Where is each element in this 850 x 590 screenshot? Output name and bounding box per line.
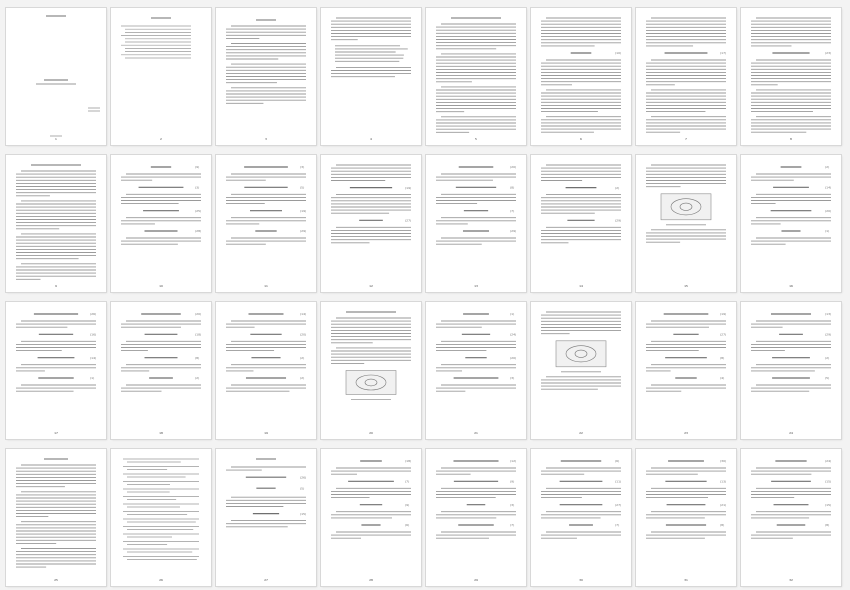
equation-number: (2) — [825, 165, 830, 170]
equation-number: (5) — [300, 486, 305, 491]
page-number: 10 — [159, 284, 163, 288]
page-thumbnail[interactable] — [321, 449, 421, 586]
page-number: 7 — [685, 137, 687, 141]
page-content — [531, 155, 631, 292]
page-number: 1 — [55, 137, 57, 141]
page-thumbnail[interactable] — [636, 449, 736, 586]
equation-number: (1) — [510, 312, 515, 317]
equation-number: (2) — [825, 355, 830, 360]
equation-number: (1) — [825, 229, 830, 234]
page-thumbnail[interactable] — [321, 8, 421, 145]
equation-number: (2) — [195, 376, 200, 381]
equation-number: (20) — [825, 208, 832, 213]
equation-number: (23) — [825, 51, 832, 56]
page-number: 27 — [264, 578, 268, 582]
page-content — [321, 449, 421, 586]
page-thumbnail[interactable] — [531, 155, 631, 292]
equation-number: (9) — [195, 165, 200, 170]
page-thumbnail[interactable] — [741, 302, 841, 439]
equation-number: (26) — [90, 312, 97, 317]
page-content — [426, 155, 526, 292]
figure — [556, 341, 606, 367]
equation-number: (13) — [825, 312, 832, 317]
page-thumbnail[interactable] — [741, 155, 841, 292]
page-content — [111, 155, 211, 292]
page-content — [426, 302, 526, 439]
page-number: 30 — [579, 578, 583, 582]
equation-number: (7) — [510, 523, 515, 528]
page-number: 20 — [369, 431, 373, 435]
equation-number: (18) — [195, 332, 202, 337]
equation-number: (20) — [195, 312, 202, 317]
page-number: 32 — [789, 578, 793, 582]
equation-number: (3) — [195, 185, 200, 190]
page-number: 16 — [789, 284, 793, 288]
page-content — [6, 8, 106, 145]
equation-number: (5) — [300, 185, 305, 190]
page-content — [741, 449, 841, 586]
page-content — [111, 8, 211, 145]
equation-number: (1) — [90, 376, 95, 381]
page-thumbnail[interactable] — [636, 302, 736, 439]
page-content — [636, 449, 736, 586]
page-content — [216, 155, 316, 292]
equation-number: (3) — [510, 502, 515, 507]
equation-number: (14) — [300, 312, 307, 317]
figure — [661, 194, 711, 220]
page-content — [6, 302, 106, 439]
page-number: 15 — [684, 284, 688, 288]
page-number: 31 — [684, 578, 688, 582]
page-number: 19 — [264, 431, 268, 435]
equation-number: (29) — [615, 218, 622, 223]
page-number: 5 — [475, 137, 477, 141]
page-number: 4 — [370, 137, 372, 141]
page-thumbnail[interactable] — [426, 302, 526, 439]
page-number: 2 — [160, 137, 162, 141]
page-number: 12 — [369, 284, 373, 288]
equation-number: (10) — [615, 51, 622, 56]
equation-number: (8) — [720, 523, 725, 528]
page-content — [111, 302, 211, 439]
page-content — [426, 449, 526, 586]
page-number: 26 — [159, 578, 163, 582]
equation-number: (16) — [90, 332, 97, 337]
equation-number: (28) — [195, 229, 202, 234]
equation-number: (24) — [510, 332, 517, 337]
page-number: 13 — [474, 284, 478, 288]
page-thumbnail[interactable] — [741, 449, 841, 586]
page-content — [216, 449, 316, 586]
page-content — [741, 302, 841, 439]
page-content — [426, 8, 526, 145]
page-content — [6, 155, 106, 292]
page-content — [531, 449, 631, 586]
page-thumbnail[interactable] — [321, 302, 421, 439]
page-content — [216, 8, 316, 145]
page-number: 11 — [264, 284, 268, 288]
equation-number: (11) — [615, 479, 622, 484]
page-thumbnail[interactable] — [216, 302, 316, 439]
equation-number: (4) — [720, 376, 725, 381]
equation-number: (6) — [615, 459, 620, 464]
equation-number: (24) — [825, 459, 832, 464]
equation-number: (12) — [510, 459, 517, 464]
page-content — [741, 8, 841, 145]
page-thumbnail[interactable] — [6, 155, 106, 292]
page-number: 29 — [474, 578, 478, 582]
page-content — [111, 449, 211, 586]
equation-number: (21) — [720, 502, 727, 507]
page-thumbnail[interactable] — [6, 8, 106, 145]
page-number: 17 — [54, 431, 58, 435]
page-number: 25 — [54, 578, 58, 582]
page-thumbnail[interactable] — [111, 8, 211, 145]
page-number: 18 — [159, 431, 163, 435]
equation-number: (29) — [825, 332, 832, 337]
equation-number: (20) — [300, 332, 307, 337]
equation-number: (25) — [195, 208, 202, 213]
page-thumbnail[interactable] — [6, 449, 106, 586]
page-content — [531, 302, 631, 439]
equation-number: (29) — [510, 229, 517, 234]
equation-number: (13) — [720, 479, 727, 484]
equation-number: (9) — [510, 479, 515, 484]
equation-number: (8) — [510, 185, 515, 190]
page-content — [531, 8, 631, 145]
page-content — [321, 8, 421, 145]
page-thumbnail[interactable] — [426, 155, 526, 292]
equation-number: (14) — [90, 355, 97, 360]
page-number: 21 — [474, 431, 478, 435]
page-content — [636, 155, 736, 292]
equation-number: (15) — [825, 502, 832, 507]
equation-number: (19) — [300, 208, 307, 213]
page-content — [636, 302, 736, 439]
equation-number: (15) — [300, 511, 307, 516]
page-number: 22 — [579, 431, 583, 435]
equation-number: (27) — [405, 218, 412, 223]
equation-number: (2) — [300, 355, 305, 360]
equation-number: (30) — [720, 459, 727, 464]
page-content — [216, 302, 316, 439]
equation-number: (17) — [720, 51, 727, 56]
equation-number: (8) — [195, 355, 200, 360]
page-thumbnail[interactable] — [426, 449, 526, 586]
equation-number: (29) — [300, 229, 307, 234]
page-thumbnail[interactable] — [426, 8, 526, 145]
page-number: 9 — [55, 284, 57, 288]
page-thumbnail[interactable] — [111, 155, 211, 292]
page-thumbnail[interactable] — [636, 155, 736, 292]
equation-number: (20) — [510, 355, 517, 360]
equation-number: (26) — [300, 475, 307, 480]
page-thumbnail[interactable] — [531, 302, 631, 439]
page-thumbnail[interactable] — [216, 155, 316, 292]
equation-number: (27) — [615, 502, 622, 507]
equation-number: (3) — [510, 376, 515, 381]
page-thumbnail[interactable] — [531, 449, 631, 586]
page-number: 14 — [579, 284, 583, 288]
equation-number: (8) — [825, 523, 830, 528]
page-thumbnail[interactable] — [636, 8, 736, 145]
page-content — [741, 155, 841, 292]
page-content — [636, 8, 736, 145]
equation-number: (7) — [510, 208, 515, 213]
equation-number: (3) — [300, 165, 305, 170]
equation-number: (7) — [405, 479, 410, 484]
equation-number: (8) — [720, 355, 725, 360]
page-thumbnail[interactable] — [111, 302, 211, 439]
equation-number: (9) — [405, 502, 410, 507]
page-thumbnail[interactable] — [531, 8, 631, 145]
page-thumbnail[interactable] — [321, 155, 421, 292]
equation-number: (27) — [720, 332, 727, 337]
equation-number: (2) — [300, 376, 305, 381]
page-thumbnail[interactable] — [216, 8, 316, 145]
page-content — [6, 449, 106, 586]
equation-number: (2) — [615, 185, 620, 190]
equation-number: (19) — [405, 185, 412, 190]
equation-number: (5) — [825, 376, 830, 381]
page-number: 6 — [580, 137, 582, 141]
page-thumbnail[interactable] — [111, 449, 211, 586]
page-number: 3 — [265, 137, 267, 141]
equation-number: (15) — [825, 479, 832, 484]
page-number: 28 — [369, 578, 373, 582]
page-thumbnail[interactable] — [216, 449, 316, 586]
equation-number: (19) — [720, 312, 727, 317]
page-content — [321, 302, 421, 439]
equation-number: (6) — [405, 523, 410, 528]
page-number: 23 — [684, 431, 688, 435]
figure — [346, 371, 396, 395]
equation-number: (18) — [405, 459, 412, 464]
page-thumbnail[interactable] — [6, 302, 106, 439]
page-thumbnail[interactable] — [741, 8, 841, 145]
page-number: 24 — [789, 431, 793, 435]
page-content — [321, 155, 421, 292]
equation-number: (14) — [825, 185, 832, 190]
page-number: 8 — [790, 137, 792, 141]
equation-number: (20) — [510, 165, 517, 170]
equation-number: (7) — [615, 523, 620, 528]
